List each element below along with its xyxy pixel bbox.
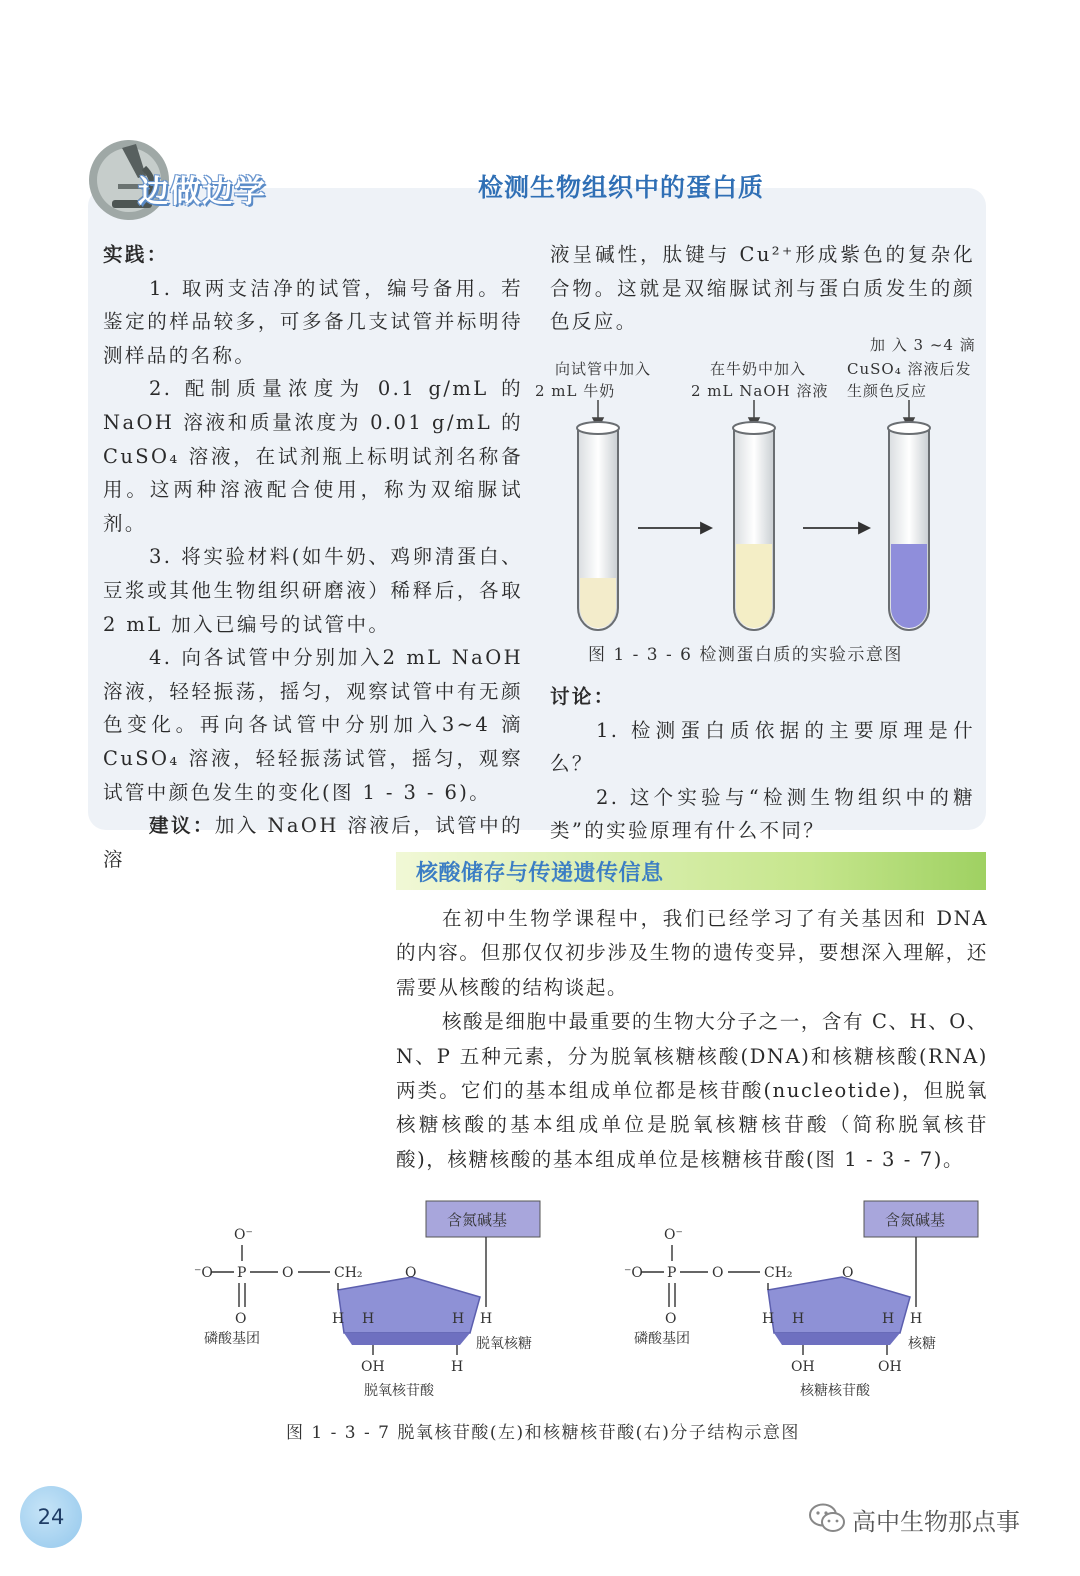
tube-3 <box>888 422 930 630</box>
section-title: 核酸储存与传递遗传信息 <box>416 861 664 886</box>
atom-ch2: CH₂ <box>764 1265 793 1281</box>
atom-o-minus-top: O⁻ <box>234 1227 253 1243</box>
figure-1-3-6-caption: 图 1 - 3 - 6 检测蛋白质的实验示意图 <box>588 645 903 665</box>
tube-2 <box>733 422 775 630</box>
step-1: 1. 取两支洁净的试管，编号备用。若鉴定的样品较多，可多备几支试管并标明待测样品的名称。 <box>103 276 523 367</box>
atom-h-c4: H <box>792 1311 805 1327</box>
atom-o-ring: O <box>842 1265 854 1281</box>
step-2: 2. 配制质量浓度为 0.1 g/mL 的 NaOH 溶液和质量浓度为 0.01 g/mL 的 CuSO₄ 溶液，在试剂瓶上标明试剂名称备用。这两种溶液配合使用，称为双缩脲试剂。 <box>103 377 523 535</box>
activity-tag: 边做边学 <box>138 174 266 210</box>
atom-o-double: O <box>665 1311 677 1327</box>
suggestion-label: 建议： <box>149 814 215 838</box>
atom-o-minus-left: ⁻O <box>194 1265 213 1281</box>
question-2: 2. 这个实验与“检测生物组织中的糖类”的实验原理有什么不同？ <box>550 785 975 843</box>
test-tube-figure <box>535 330 985 675</box>
discussion-heading: 讨论： <box>550 685 616 708</box>
atom-p: P <box>237 1265 247 1281</box>
step-4: 4. 向各试管中分别加入2 mL NaOH 溶液，轻轻振荡，摇匀，观察试管中有无颜色变化。再向各试管中分别加入3~4 滴 CuSO₄ 溶液，轻轻振荡试管，摇匀，观察试管中颜色发生的变化(图 1 - 3 - 6)。 <box>103 646 523 804</box>
discussion-column <box>550 680 975 848</box>
tube3-label-line3: 生颜色反应 <box>847 382 928 400</box>
tube1-label-line1: 向试管中加入 <box>555 360 652 378</box>
atom-h-c4-outer: H <box>332 1311 345 1327</box>
tube1-label-line2: 2 mL 牛奶 <box>535 382 616 400</box>
atom-h-c1-outer: H <box>480 1311 493 1327</box>
tube3-label-line2: CuSO₄ 溶液后发 <box>847 360 972 378</box>
atom-c2-group: H <box>451 1359 464 1375</box>
atom-h-c4-outer: H <box>762 1311 775 1327</box>
atom-o-bridge: O <box>712 1265 724 1281</box>
nitrogenous-base-label: 含氮碱基 <box>885 1211 946 1229</box>
atom-o-double: O <box>235 1311 247 1327</box>
wechat-icon <box>808 1502 846 1534</box>
suggestion-continued-column <box>550 238 975 339</box>
atom-p: P <box>667 1265 677 1281</box>
step-3: 3. 将实验材料(如牛奶、鸡卵清蛋白、豆浆或其他生物组织研磨液）稀释后，各取 2 mL 加入已编号的试管中。 <box>103 545 523 636</box>
atom-o-ring: O <box>405 1265 417 1281</box>
nucleotide-diagram <box>180 1195 1000 1410</box>
paragraph-2: 核酸是细胞中最重要的生物大分子之一，含有 C、H、O、N、P 五种元素，分为脱氧核糖核酸(DNA)和核糖核酸(RNA)两类。它们的基本组成单位都是核苷酸(nucleotide)，但脱氧核糖核酸的基本组成单位是脱氧核糖核苷酸（简称脱氧核苷酸)，核糖核酸的基本组成单位是核糖核苷酸(图 1 - 3 - 7)。 <box>396 1010 988 1171</box>
practice-heading: 实践： <box>103 243 169 266</box>
deoxynucleotide-structure <box>194 1201 540 1399</box>
phosphate-label: 磷酸基团 <box>204 1331 260 1347</box>
practice-column <box>103 238 523 876</box>
nitrogenous-base-label: 含氮碱基 <box>447 1211 508 1229</box>
tube2-label-line1: 在牛奶中加入 <box>710 360 807 378</box>
ribonucleotide-structure <box>624 1201 978 1399</box>
question-1: 1. 检测蛋白质依据的主要原理是什么？ <box>550 718 975 776</box>
atom-o-minus-top: O⁻ <box>664 1227 683 1243</box>
atom-o-minus-left: ⁻O <box>624 1265 643 1281</box>
tube3-label-line1: 加 入 3 ~4 滴 <box>870 336 976 354</box>
activity-title: 检测生物组织中的蛋白质 <box>478 173 765 202</box>
phosphate-label: 磷酸基团 <box>634 1331 690 1347</box>
tube2-label-line2: 2 mL NaOH 溶液 <box>691 382 829 400</box>
atom-c2-group: OH <box>878 1359 902 1375</box>
test-tubes-drawing <box>535 330 985 640</box>
atom-h-c1: H <box>452 1311 465 1327</box>
figure-1-3-7-caption: 图 1 - 3 - 7 脱氧核苷酸(左)和核糖核苷酸(右)分子结构示意图 <box>286 1423 800 1443</box>
sugar-label: 脱氧核糖 <box>476 1336 532 1352</box>
atom-h-c1-outer: H <box>910 1311 923 1327</box>
atom-ch2: CH₂ <box>334 1265 363 1281</box>
molecule-label: 脱氧核苷酸 <box>364 1383 434 1399</box>
sugar-label: 核糖 <box>908 1336 936 1352</box>
molecule-label: 核糖核苷酸 <box>800 1383 870 1399</box>
atom-oh-c3: OH <box>361 1359 385 1375</box>
atom-h-c4: H <box>362 1311 375 1327</box>
atom-oh-c3: OH <box>791 1359 815 1375</box>
atom-h-c1: H <box>882 1311 895 1327</box>
atom-o-bridge: O <box>282 1265 294 1281</box>
paragraph-1: 在初中生物学课程中，我们已经学习了有关基因和 DNA 的内容。但那仅仅初步涉及生物的遗传变异，要想深入理解，还需要从核酸的结构谈起。 <box>396 907 988 999</box>
tube-1 <box>577 422 619 630</box>
section-body <box>396 902 988 1177</box>
watermark: 高中生物那点事 <box>852 1508 1020 1536</box>
page-number: 24 <box>20 1486 82 1548</box>
suggestion-text: 加入 NaOH 溶液后，试管中的溶 <box>103 814 523 871</box>
suggestion-continued: 液呈碱性，肽键与 Cu²⁺形成紫色的复杂化合物。这就是双缩脲试剂与蛋白质发生的颜色反应。 <box>550 243 975 334</box>
